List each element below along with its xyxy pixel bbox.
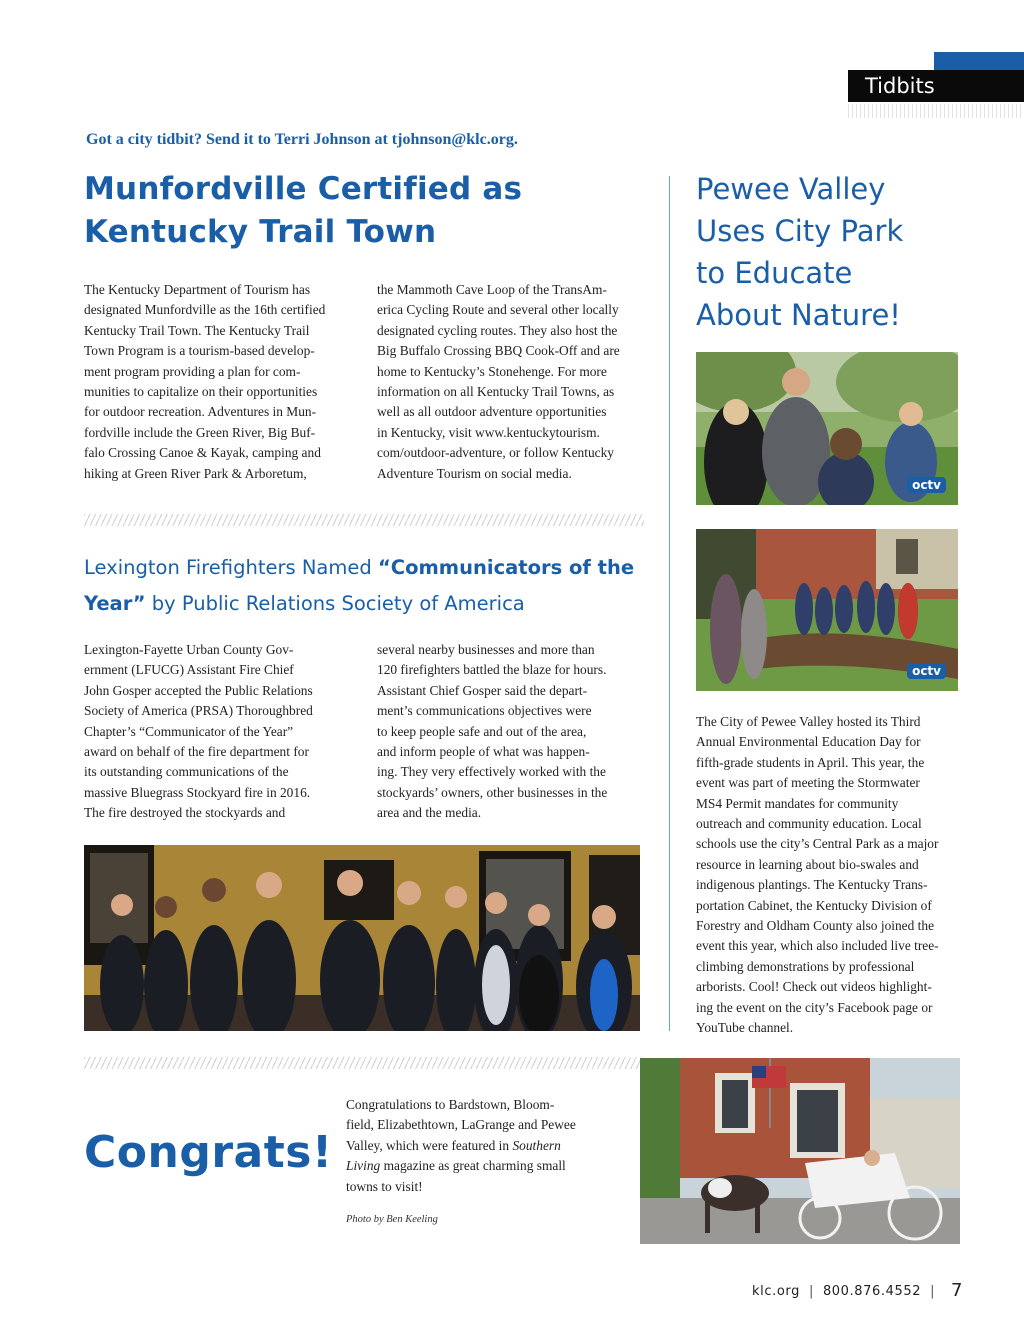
- text-line: Chapter’s “Communicator of the Year”: [84, 723, 294, 739]
- text-line: Assistant Chief Gosper said the depart-: [377, 682, 588, 698]
- text-line: Forestry and Oldham County also joined the: [696, 918, 935, 934]
- page-number: 7: [951, 1280, 963, 1301]
- congrats-body: Congratulations to Bardstown, Bloom- field, Elizabethtown, LaGrange and Pewee Valley, which were featured in Southern Living magazine as great charming small towns to visit!: [346, 1097, 576, 1194]
- munfordville-col1: [84, 280, 364, 484]
- text-line: hiking at Green River Park & Arboretum,: [84, 465, 307, 481]
- text-line: The Kentucky Department of Tourism has: [84, 282, 311, 297]
- text-line: the Mammoth Cave Loop of the TransAm-: [377, 282, 607, 297]
- text-line: and inform people of what was happen-: [377, 744, 590, 760]
- text-line: area and the media.: [377, 805, 482, 821]
- carriage-photo: [640, 1058, 960, 1244]
- pewee-photo-1: [696, 352, 958, 505]
- congrats-title: Congrats!: [84, 1127, 333, 1178]
- text-line: event this year, which also included live tree-: [696, 938, 939, 954]
- text-line: portation Cabinet, the Kentucky Division of: [696, 897, 932, 913]
- munfordville-col2: [377, 280, 657, 484]
- text-line: in Kentucky, visit www.kentuckytourism.: [377, 424, 600, 440]
- text-line: Lexington-Fayette Urban County Gov-: [84, 642, 294, 657]
- munfordville-title: Munfordville Certified as Kentucky Trail Town: [84, 171, 523, 250]
- text-line: massive Bluegrass Stockyard fire in 2016.: [84, 784, 311, 800]
- text-line: John Gosper accepted the Public Relations: [84, 682, 313, 698]
- text-line: resource in learning about bio-swales and: [696, 856, 919, 872]
- text-line: fifth-grade students in April. This year, the: [696, 754, 925, 770]
- divider-hatch: [84, 514, 644, 526]
- text-line: home to Kentucky’s Stonehenge. For more: [377, 363, 607, 379]
- text-line: ment’s communications objectives were: [377, 703, 592, 719]
- text-line: ernment (LFUCG) Assistant Fire Chief: [84, 662, 294, 678]
- pewee-title: [696, 168, 1006, 336]
- octv-badge: octv: [907, 477, 946, 493]
- text-line: to keep people safe and out of the area,: [377, 723, 587, 739]
- octv-badge: octv: [907, 663, 946, 679]
- text-line: About Nature!: [696, 298, 901, 332]
- text-line: YouTube channel.: [696, 1020, 794, 1036]
- text-line: information on all Kentucky Trail Towns, as: [377, 384, 615, 400]
- firefighters-group-image: [84, 845, 640, 1031]
- text-line: outreach and community education. Local: [696, 816, 922, 832]
- text-line: its outstanding communications of the: [84, 764, 289, 780]
- text-line: Annual Environmental Education Day for: [696, 734, 921, 750]
- text-line: com/outdoor-adventure, or follow Kentucky: [377, 445, 614, 461]
- footer-contact: klc.org | 800.876.4552 |: [752, 1284, 936, 1299]
- footer-phone: 800.876.4552: [822, 1284, 922, 1299]
- text-line: The City of Pewee Valley hosted its Third: [696, 714, 921, 729]
- firefighters-photo: [84, 845, 640, 1031]
- header-accent-bar: [934, 52, 1024, 70]
- text-line: well as all outdoor adventure opportunities: [377, 404, 607, 420]
- section-label: Tidbits: [848, 70, 1024, 102]
- text-line: Big Buffalo Crossing BBQ Cook-Off and are: [377, 343, 620, 359]
- text-line: arborists. Cool! Check out videos highlight-: [696, 979, 932, 995]
- header-hatch: [848, 104, 1024, 118]
- text-line: designated cycling routes. They also host the: [377, 322, 618, 338]
- text-line: to Educate: [696, 256, 853, 290]
- text-line: several nearby businesses and more than: [377, 642, 595, 657]
- text-line: Adventure Tourism on social media.: [377, 465, 572, 481]
- text-line: event was part of meeting the Stormwater: [696, 775, 920, 791]
- text-line: ment program providing a plan for com-: [84, 363, 301, 379]
- text-line: munities to capitalize on their opportunities: [84, 384, 318, 400]
- horse-carriage-image: [640, 1058, 960, 1244]
- column-rule: [669, 176, 670, 1031]
- text-line: ing the event on the city’s Facebook page or: [696, 999, 933, 1015]
- text-line: award on behalf of the fire department for: [84, 744, 309, 760]
- lexington-col2: [377, 640, 662, 824]
- photo-credit: Photo by Ben Keeling: [346, 1214, 438, 1225]
- text-line: stockyards’ owners, other businesses in the: [377, 784, 608, 800]
- text-line: for outdoor recreation. Adventures in Mun-: [84, 404, 317, 420]
- lexington-title: Lexington Firefighters Named “Communicators of the Year” by Public Relations Society of America: [84, 556, 635, 615]
- text-line: Town Program is a tourism-based develop-: [84, 343, 315, 359]
- text-line: fordville include the Green River, Big Buf-: [84, 424, 316, 440]
- text-line: MS4 Permit mandates for community: [696, 795, 899, 811]
- pewee-body: [696, 712, 996, 1039]
- text-line: The fire destroyed the stockyards and: [84, 805, 286, 821]
- text-line: falo Crossing Canoe & Kayak, camping and: [84, 445, 321, 461]
- text-line: Society of America (PRSA) Thoroughbred: [84, 703, 313, 719]
- text-line: erica Cycling Route and several other locally: [377, 302, 619, 318]
- lexington-col1: [84, 640, 369, 824]
- divider-hatch: [84, 1057, 644, 1069]
- text-line: Kentucky Trail Town. The Kentucky Trail: [84, 322, 310, 338]
- text-line: Pewee Valley: [696, 172, 886, 206]
- text-line: ing. They very effectively worked with the: [377, 764, 606, 780]
- text-line: Uses City Park: [696, 214, 904, 248]
- footer-site-link[interactable]: klc.org: [752, 1284, 800, 1299]
- text-line: schools use the city’s Central Park as a major: [696, 836, 939, 852]
- text-line: designated Munfordville as the 16th certified: [84, 302, 326, 318]
- text-line: 120 firefighters battled the blaze for hours.: [377, 662, 607, 678]
- text-line: indigenous plantings. The Kentucky Trans-: [696, 877, 928, 893]
- text-line: climbing demonstrations by professional: [696, 958, 915, 974]
- pewee-photo-2: [696, 529, 958, 691]
- tidbit-invite: Got a city tidbit? Send it to Terri Johnson at tjohnson@klc.org.: [86, 131, 518, 148]
